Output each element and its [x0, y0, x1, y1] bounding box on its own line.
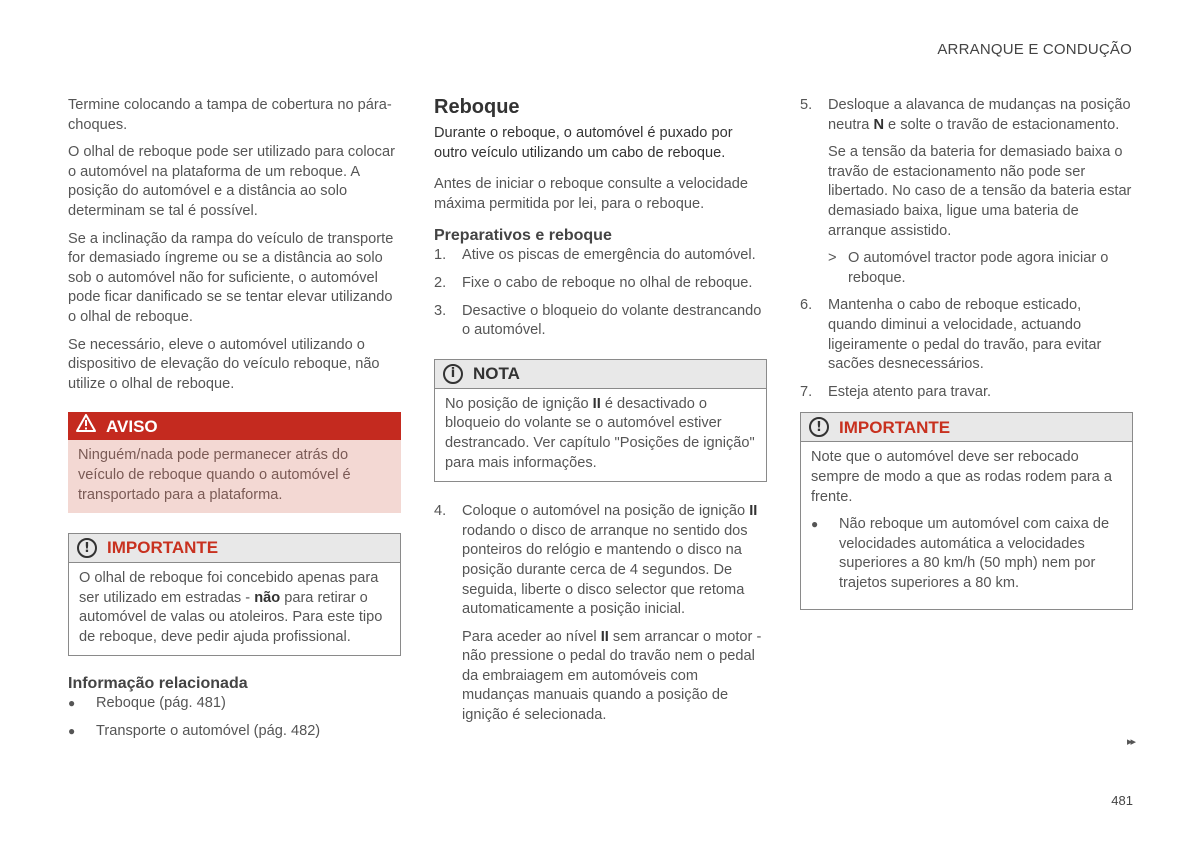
step-note: Para aceder ao nível II sem arrancar o motor - não pressione o pedal do travão nem o pedal da embraiagem em automóveis com mudanças manuais quando a posição de ignição é selecionada. [462, 628, 762, 724]
warning-triangle-icon [76, 414, 96, 439]
section-title: Reboque [434, 96, 520, 118]
exclamation-circle-icon: ! [77, 538, 97, 558]
related-heading: Informação relacionada [68, 675, 248, 693]
step-note: Se a tensão da bateria for demasiado baixa o travão de estacionamento não pode ser libertado. No caso de a tensão da bateria estar demasiado baixa, ligue uma bateria de arranque assistido. [828, 144, 1132, 239]
bullet-dot-icon: ● [68, 696, 76, 711]
step-item: 2. Fixe o cabo de reboque no olhal de reboque. [434, 274, 753, 291]
paragraph: O olhal de reboque pode ser utilizado para colocar o automóvel na plataforma de um reboque. A posição do automóvel e a distância ao solo determinam se tal é possível. [68, 144, 395, 219]
important-header [69, 534, 400, 563]
note-title: NOTA [473, 363, 520, 383]
exclamation-circle-icon: ! [809, 417, 829, 437]
section-header: ARRANQUE E CONDUÇÃO [937, 41, 1132, 58]
warning-header [68, 412, 401, 440]
important-title: IMPORTANTE [839, 417, 951, 437]
warning-box [68, 412, 401, 513]
step-item: 1. Ative os piscas de emergência do automóvel. [434, 247, 756, 264]
related-link[interactable]: ● Reboque (pág. 481) [68, 694, 401, 714]
paragraph: Termine colocando a tampa de cobertura no pára-choques. [68, 97, 392, 133]
step-item: 7. Esteja atento para travar. [800, 383, 992, 400]
important-title: IMPORTANTE [107, 538, 219, 558]
important-header [801, 413, 1132, 442]
lead-paragraph: Durante o reboque, o automóvel é puxado por outro veículo utilizando um cabo de reboque. [434, 125, 733, 161]
important-text: O olhal de reboque foi concebido apenas para ser utilizado em estradas - não para retirar o automóvel de valas ou atoleiros. Para este tipo de reboque, deve pedir ajuda profissional. [79, 570, 383, 645]
page-number: 481 [1111, 793, 1133, 808]
step-item: 4. Coloque o automóvel na posição de ignição II rodando o disco de arranque no sentido dos ponteiros do relógio e mantendo o disco na posição durante cerca de 4 segundos. De seguida, liberte o disco selector que retoma automaticamente a posição inicial. [434, 503, 758, 618]
important-box [68, 533, 401, 656]
info-circle-icon: i [443, 364, 463, 384]
related-info [68, 674, 401, 741]
important-box [800, 412, 1133, 610]
prep-heading: Preparativos e reboque [434, 227, 612, 245]
step-item: 3. Desactive o bloqueio do volante destrancando o automóvel. [434, 302, 762, 339]
left-column [68, 96, 401, 750]
important-bullet: ● Não reboque um automóvel com caixa de velocidades automática a velocidades superiores a 80 km/h (50 mph) nem por trajetos superiores a 80 km. [811, 515, 1122, 593]
note-box [434, 359, 767, 482]
note-text: No posição de ignição II é desactivado o bloqueio do volante se o automóvel estiver destrancado. Ver capítulo "Posições de ignição" para mais informações. [445, 395, 755, 471]
step-result: > O automóvel tractor pode agora iniciar o reboque. [828, 250, 1109, 286]
paragraph: Se necessário, eleve o automóvel utilizando o dispositivo de elevação do veículo reboque, não utilize o olhal de reboque. [68, 336, 380, 392]
important-text: Note que o automóvel deve ser rebocado sempre de modo a que as rodas rodem para a frente. [811, 449, 1112, 505]
warning-text: Ninguém/nada pode permanecer atrás do veículo de reboque quando o automóvel é transportado para a plataforma. [78, 447, 351, 503]
bullet-dot-icon: ● [68, 724, 76, 739]
step-item: 6. Mantenha o cabo de reboque esticado, quando diminui a velocidade, actuando ligeiramente o pedal do travão, para evitar sacões desnecessários. [800, 297, 1102, 373]
paragraph: Se a inclinação da rampa do veículo de transporte for demasiado íngreme ou se a distância ao solo sob o automóvel não for suficiente, o automóvel pode ficar danificado se se tentar elevar utilizando o olhal de reboque. [68, 230, 394, 325]
warning-title: AVISO [106, 416, 158, 436]
middle-column [434, 96, 767, 734]
important-content [801, 442, 1132, 609]
right-column [800, 96, 1133, 610]
bullet-dot-icon: ● [811, 517, 819, 532]
note-header [435, 360, 766, 389]
step-item: 5. Desloque a alavanca de mudanças na posição neutra N e solte o travão de estacionamento. [800, 97, 1131, 133]
continue-arrows-icon: ▸▸ [1126, 736, 1134, 748]
related-link[interactable]: ● Transporte o automóvel (pág. 482) [68, 722, 401, 742]
intro-paragraph: Antes de iniciar o reboque consulte a velocidade máxima permitida por lei, para o reboque. [434, 176, 748, 212]
